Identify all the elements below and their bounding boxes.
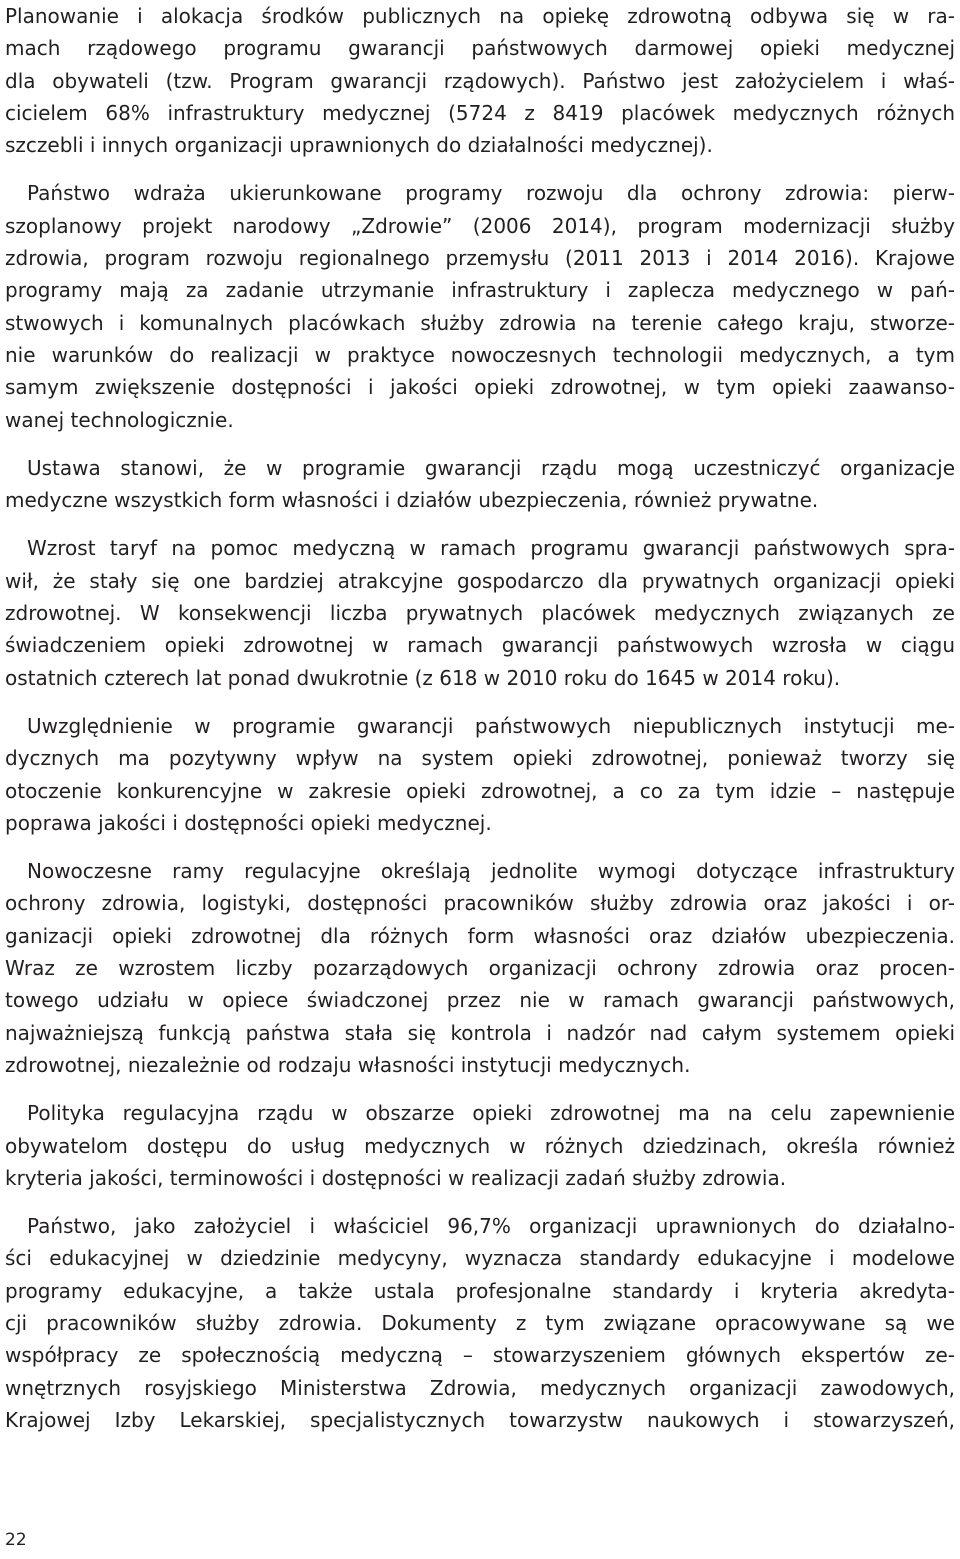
text-line: wnętrznych rosyjskiego Ministerstwa Zdrowia, medycznych organizacji zawodowych, (5, 1375, 955, 1400)
page-number: 22 (5, 1530, 27, 1550)
text-line: nie warunków do realizacji w praktyce nowoczesnych technologii medycznych, a tym (5, 342, 955, 367)
text-line: Wzrost taryf na pomoc medyczną w ramach programu gwarancji państwowych spra- (27, 536, 955, 561)
document-body (5, 0, 955, 1452)
text-line: otoczenie konkurencyjne w zakresie opieki zdrowotnej, a co za tym idzie – następuje (5, 778, 955, 803)
text-line: Państwo wdraża ukierunkowane programy rozwoju dla ochrony zdrowia: pierw- (27, 181, 955, 206)
text-line: programy mają za zadanie utrzymanie infrastruktury i zaplecza medycznego w pań- (5, 278, 955, 303)
text-line: Planowanie i alokacja środków publicznych na opiekę zdrowotną odbywa się w ra- (5, 4, 955, 28)
paragraph-6 (5, 855, 955, 1081)
text-line: wanej technologicznie. (5, 407, 234, 432)
text-line: zdrowia, program rozwoju regionalnego przemysłu (2011 2013 i 2014 2016). Krajowe (5, 246, 955, 271)
text-line: Państwo, jako założyciel i właściciel 96,7% organizacji uprawnionych do działalno- (27, 1214, 955, 1239)
text-line: Ustawa stanowi, że w programie gwarancji rządu mogą uczestniczyć organizacje (27, 455, 955, 480)
text-line: cji pracowników służby zdrowia. Dokumenty z tym związane opracowywane są we (5, 1310, 955, 1335)
text-line: najważniejszą funkcją państwa stała się kontrola i nadzór nad całym systemem opieki (5, 1020, 955, 1045)
paragraph-2 (5, 177, 955, 435)
text-line: programy edukacyjne, a także ustala profesjonalne standardy i kryteria akredyta- (5, 1278, 955, 1303)
text-line: Uwzględnienie w programie gwarancji państwowych niepublicznych instytucji me- (27, 713, 955, 738)
text-line: poprawa jakości i dostępności opieki medycznej. (5, 810, 492, 835)
text-line: Polityka regulacyjna rządu w obszarze opieki zdrowotnej ma na celu zapewnienie (27, 1101, 955, 1126)
text-line: medyczne wszystkich form własności i działów ubezpieczenia, również prywatne. (5, 488, 819, 513)
text-line: ochrony zdrowia, logistyki, dostępności pracowników służby zdrowia oraz jakości i or- (5, 891, 955, 916)
text-line: dla obywateli (tzw. Program gwarancji rządowych). Państwo jest założycielem i właś- (5, 68, 955, 93)
text-line: Nowoczesne ramy regulacyjne określają jednolite wymogi dotyczące infrastruktury (27, 859, 955, 884)
text-line: wił, że stały się one bardziej atrakcyjne gospodarczo dla prywatnych organizacji opieki (5, 568, 955, 593)
paragraph-1 (5, 0, 955, 161)
text-line: samym zwiększenie dostępności i jakości opieki zdrowotnej, w tym opieki zaawanso- (5, 375, 955, 400)
text-line: mach rządowego programu gwarancji państwowych darmowej opieki medycznej (5, 36, 955, 61)
text-line: ganizacji opieki zdrowotnej dla różnych form własności oraz działów ubezpieczenia. (5, 923, 955, 948)
text-line: obywatelom dostępu do usług medycznych w różnych dziedzinach, określa również (5, 1133, 955, 1158)
text-line: współpracy ze społecznością medyczną – stowarzyszeniem głównych ekspertów ze- (5, 1343, 955, 1368)
text-line: dycznych ma pozytywny wpływ na system opieki zdrowotnej, ponieważ tworzy się (5, 746, 955, 771)
text-line: ostatnich czterech lat ponad dwukrotnie (z 618 w 2010 roku do 1645 w 2014 roku). (5, 665, 841, 690)
text-line: szoplanowy projekt narodowy „Zdrowie” (2006 2014), program modernizacji służby (5, 213, 955, 238)
paragraph-3 (5, 452, 955, 517)
text-line: świadczeniem opieki zdrowotnej w ramach gwarancji państwowych wzrosła w ciągu (5, 633, 955, 658)
text-line: zdrowotnej, niezależnie od rodzaju własności instytucji medycznych. (5, 1052, 691, 1077)
paragraph-8 (5, 1210, 955, 1436)
text-line: ści edukacyjnej w dziedzinie medycyny, wyznacza standardy edukacyjne i modelowe (5, 1246, 955, 1271)
paragraph-4 (5, 532, 955, 693)
text-line: towego udziału w opiece świadczonej przez nie w ramach gwarancji państwowych, (5, 988, 955, 1013)
text-line: stwowych i komunalnych placówkach służby zdrowia na terenie całego kraju, stworze- (5, 310, 955, 335)
text-line: Wraz ze wzrostem liczby pozarządowych organizacji ochrony zdrowia oraz procen- (5, 956, 955, 981)
paragraph-5 (5, 710, 955, 839)
text-line: zdrowotnej. W konsekwencji liczba prywatnych placówek medycznych związanych ze (5, 601, 955, 626)
text-line: cicielem 68% infrastruktury medycznej (5724 z 8419 placówek medycznych różnych (5, 100, 955, 125)
text-line: kryteria jakości, terminowości i dostępności w realizacji zadań służby zdrowia. (5, 1165, 787, 1190)
text-line: Krajowej Izby Lekarskiej, specjalistycznych towarzystw naukowych i stowarzyszeń, (5, 1407, 955, 1432)
text-line: szczebli i innych organizacji uprawnionych do działalności medycznej). (5, 133, 713, 158)
paragraph-7 (5, 1097, 955, 1194)
